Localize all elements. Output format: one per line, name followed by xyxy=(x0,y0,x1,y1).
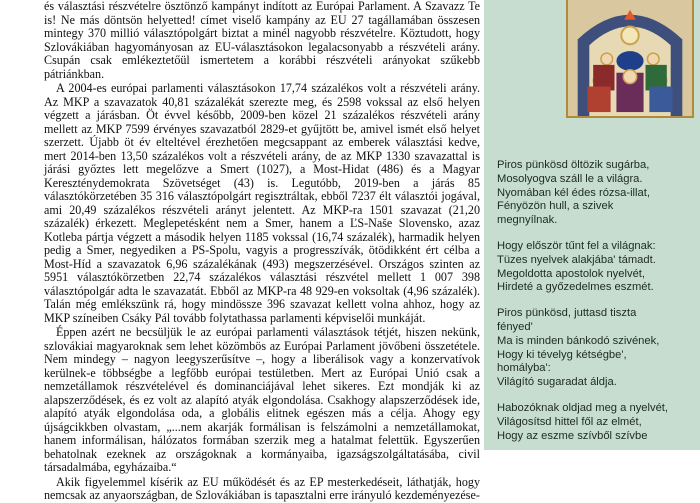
article-paragraph: Éppen azért ne becsüljük le az európai parlamenti választások tétjét, hiszen nekünk, szlovákiai magyaroknak sem lehet közömbös az Európai Parlament jövőbeni összetétele. Nem mindegy – nagyon leegyszerűsítve –, hogy a liberálisok vagy a konzervatívok kerülnek-e többségbe a legfőbb európai testületben. Mert az Európai Unió csak a nemzetállamok részvételével és dominanciájával lehet sikeres. Ezt mondják ki az alapszerződések, és ez volt az alapító atyák elgondolása. Csakhogy alapszerződések ide, alapító atyák elgondolása oda, a globális elitnek egészen más a célja. Ahogy egy újságcikkben olvastam, „...nem akarják formálisan is felszámolni a nemzetállamokat, hanem informálisan, hálózatos formában szerzik meg a hatalmat felettük. Egyszerűen behatolnak ezeknek az országoknak a kormányaiba, igazságszolgáltatásába, civil társadalmába, egyházaiba.“ xyxy=(44,325,480,474)
poem-line: megnyílnak. xyxy=(497,214,558,227)
pentecost-miniature-icon xyxy=(566,0,694,118)
poem-line: Piros pünkösd, juttasd tiszta xyxy=(497,307,637,320)
poem-line: Világító sugaradat áldja. xyxy=(497,376,617,389)
poem-line: homályba': xyxy=(497,362,551,375)
poem-line: Piros pünkösd öltözik sugárba, xyxy=(497,159,650,171)
poem-line: Hogy ki tévelyg kétségbe', xyxy=(497,348,627,361)
article-paragraph: Akik figyelemmel kísérik az EU működését és az EP mesterkedéseit, láthatják, hogy nemcsak az anyaországban, de Szlovákiában is tapasztalni erre irányuló kezdeményezése- xyxy=(44,474,480,502)
poem-line: Hirdeté a győzedelmes eszmét. xyxy=(497,281,654,294)
poem-stanza xyxy=(497,240,695,295)
article-paragraph: A 2004-es európai parlamenti választásokon 17,74 százalékos volt a részvételi arány. Az MKP a szavazatok 40,81 százalékát szerezte meg, és 2598 vokssal az első helyen végzett a járásban. Öt évvel később, 2009-ben közel 21 százalékos részvételi arány mellett az MKP 7599 érvényes szavazatból 2829-et gyűjtött be, amivel ismét első helyet szerzett. Újabb öt év elteltével érezhetően megcsappant az emberek választási kedve, mert 2014-ben 13,50 százalékos volt a részvételi arány, de az MKP 1330 szavazattal is járási győztes lett megelőzve a Smert (1027), a Most-Hidat (486) és a Magyar Kereszténydemokrata Szövetséget (43) is. Legutóbb, 2019-ben a járás 85 választókörzetében 35 316 választópolgárt regisztráltak, ebből 7237 élt választói jogával, ami 20,49 százalékos részvételi arányt jelentett. Az MKP-ra 1501 szavazat (21,20 százalék) érkezett. Meglepetésként nem a Smer, hanem a ĽS-Naše Slovensko, azaz Kotleba pártja végzett a második helyen 1185 vokssal (16,74 százalék), harmadik helyen pedig a Smer, negyediken a PS-Spolu, vagyis a progresszívák, ötödikként ért célba a Most-Híd a szavazatok 6,96 százalékának (493) megszerzésével. Országos szinten az 5951 választókörzetben 22,74 százalékos választási részvétel mellett 1 007 398 választópolgár adta le szavazatát. Ebből az MKP-ra 48 929-en voksoltak (4,96 százalék). Talán még emlékszünk rá, hogy mindössze 396 szavazat kellett volna ahhoz, hogy az MKP színeiben Csáky Pál tovább folytathassa parlamenti képviselői munkáját. xyxy=(44,81,480,325)
poem-line: Fényözön hull, a szivek xyxy=(497,200,614,213)
article-paragraph: és választási részvételre ösztönző kampányt indított az Európai Parlament. A Szavazz Te is! Ne más döntsön helyetted! címet viselő kampány az EU 27 tagállamában összesen mintegy 370 millió választópolgárt biztat a minél nagyobb részvételre. Köztudott, hogy Szlovákiában hagyományosan az EU-választásokon legalacsonyabb a részvételi arány. Csupán csak emlékeztetőül ismertetem a korábbi részvételi arányokat szűkebb pátriánkban. xyxy=(44,0,480,81)
poem-line: Nyomában kél édes rózsa-illat, xyxy=(497,186,650,199)
poem-line: Ma is minden bánkodó szivének, xyxy=(497,334,660,347)
poem-sidebar xyxy=(484,0,700,450)
poem-line: Világosítsd hittel fől az elmét, xyxy=(497,415,642,428)
poem-stanza xyxy=(497,402,695,443)
poem-line: Habozóknak oldjad meg a nyelvét, xyxy=(497,401,669,414)
poem-stanza xyxy=(497,159,695,228)
poem-line: Megoldotta apostolok nyelvét, xyxy=(497,267,646,280)
poem-line: Tüzes nyelvek alakjába' támadt. xyxy=(497,253,656,266)
poem-line: fényed' xyxy=(497,320,533,333)
poem-line: Hogy először tűnt fel a világnak: xyxy=(497,239,656,252)
poem-line: Hogy az eszme szívből szívbe xyxy=(497,429,648,442)
poem-line: Mosolyogva száll le a világra. xyxy=(497,172,643,185)
article-column xyxy=(44,0,480,502)
pentecost-poem xyxy=(497,159,695,455)
poem-stanza xyxy=(497,307,695,390)
